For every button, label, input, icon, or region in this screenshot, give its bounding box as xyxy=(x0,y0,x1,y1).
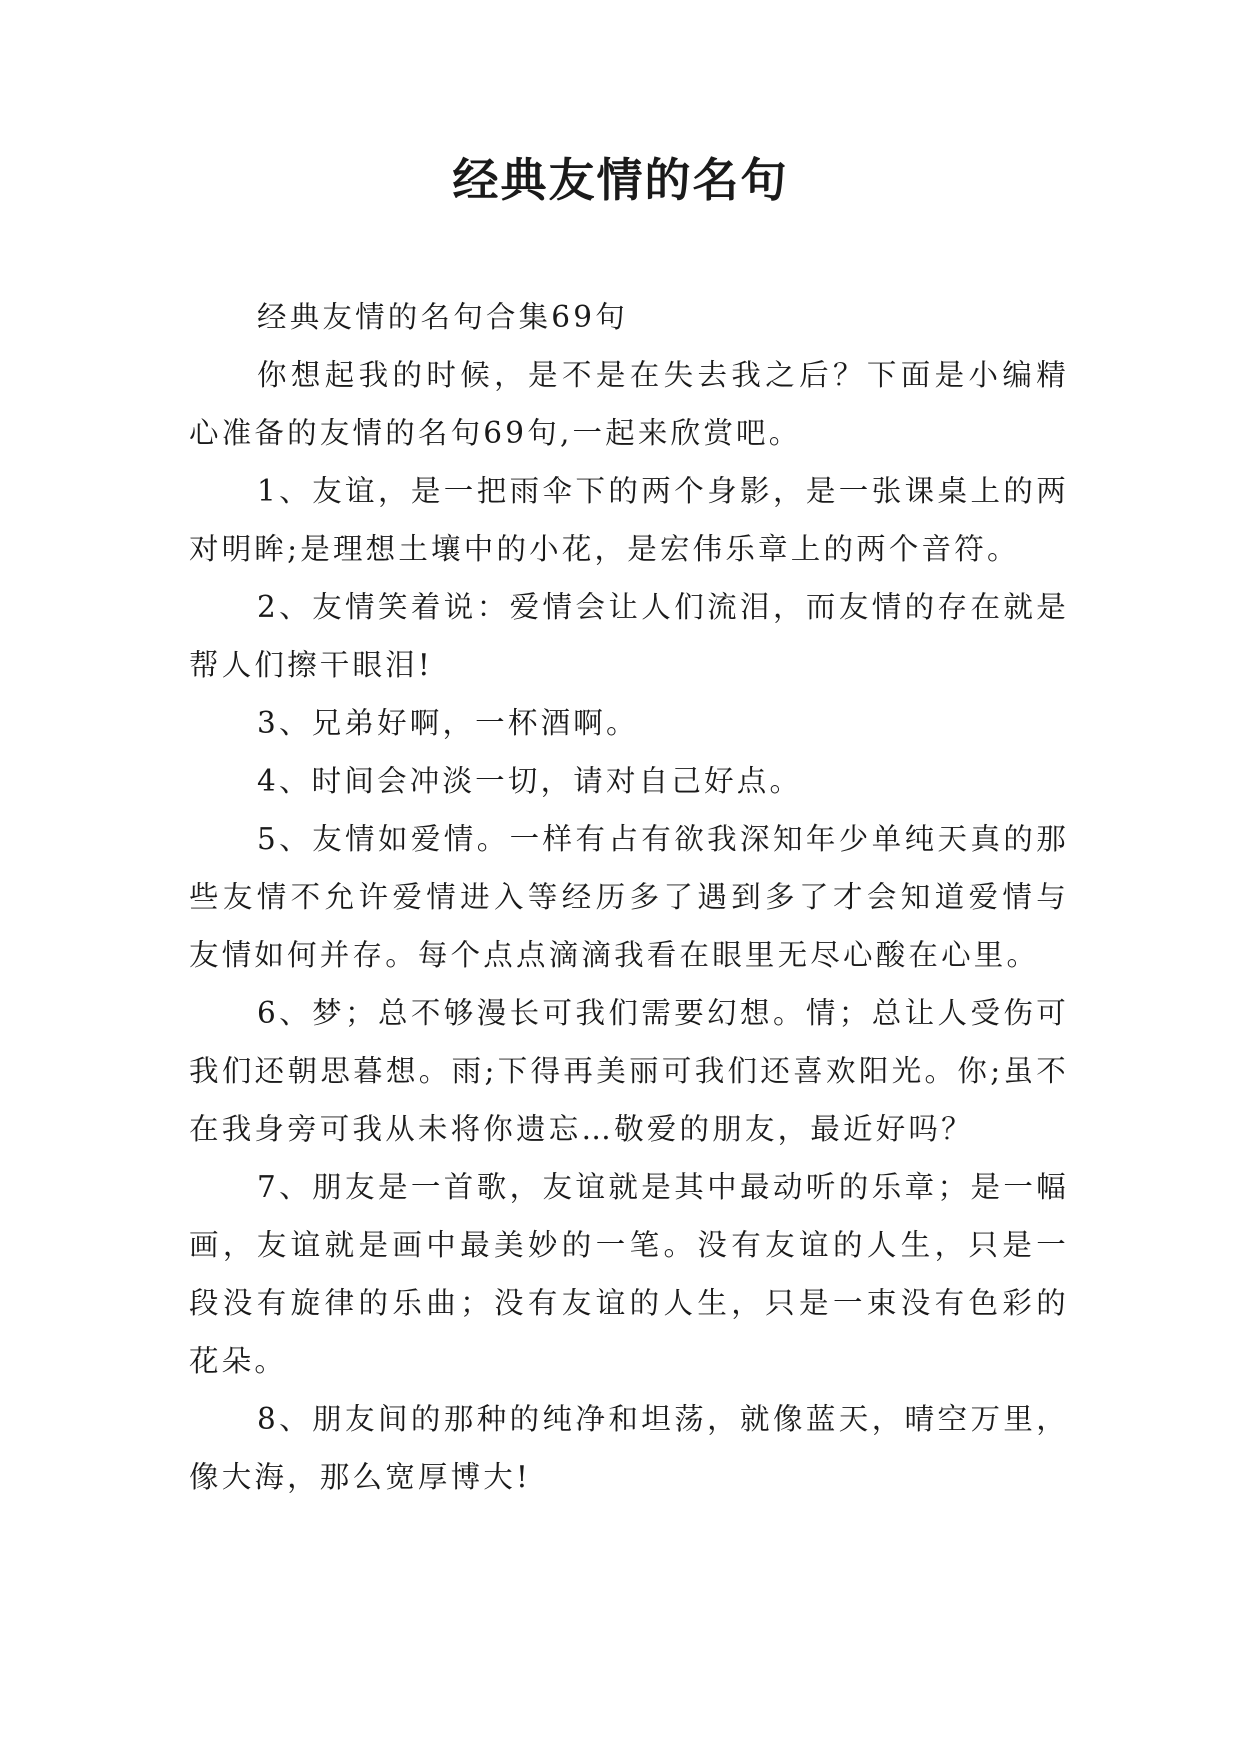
paragraph-quote-4: 4、时间会冲淡一切，请对自己好点。 xyxy=(257,764,803,798)
paragraph-quote-6: 6、梦；总不够漫长可我们需要幻想。情；总让人受伤可我们还朝思暮想。雨;下得再美丽可我们还喜欢阳光。你;虽不在我身旁可我从未将你遗忘…敬爱的朋友，最近好吗？ xyxy=(189,996,1069,1146)
paragraph-intro: 经典友情的名句合集69句 xyxy=(257,300,628,334)
paragraph-quote-5: 5、友情如爱情。一样有占有欲我深知年少单纯天真的那些友情不允许爱情进入等经历多了遇到多了才会知道爱情与友情如何并存。每个点点滴滴我看在眼里无尽心酸在心里。 xyxy=(189,822,1069,972)
paragraph-quote-3: 3、兄弟好啊，一杯酒啊。 xyxy=(257,706,639,740)
paragraph-quote-1: 1、友谊，是一把雨伞下的两个身影，是一张课桌上的两对明眸;是理想土壤中的小花，是宏伟乐章上的两个音符。 xyxy=(189,474,1069,566)
paragraph-quote-2: 2、友情笑着说：爱情会让人们流泪，而友情的存在就是帮人们擦干眼泪! xyxy=(189,590,1069,682)
paragraph-quote-7: 7、朋友是一首歌，友谊就是其中最动听的乐章；是一幅画，友谊就是画中最美妙的一笔。没有友谊的人生，只是一段没有旋律的乐曲；没有友谊的人生，只是一束没有色彩的花朵。 xyxy=(189,1170,1069,1378)
paragraph-preface: 你想起我的时候，是不是在失去我之后？下面是小编精心准备的友情的名句69句,一起来欣赏吧。 xyxy=(189,358,1069,450)
paragraph-quote-8: 8、朋友间的那种的纯净和坦荡，就像蓝天，晴空万里，像大海，那么宽厚博大! xyxy=(189,1402,1069,1494)
document-body xyxy=(189,288,1069,1506)
document-title: 经典友情的名句 xyxy=(452,153,789,207)
